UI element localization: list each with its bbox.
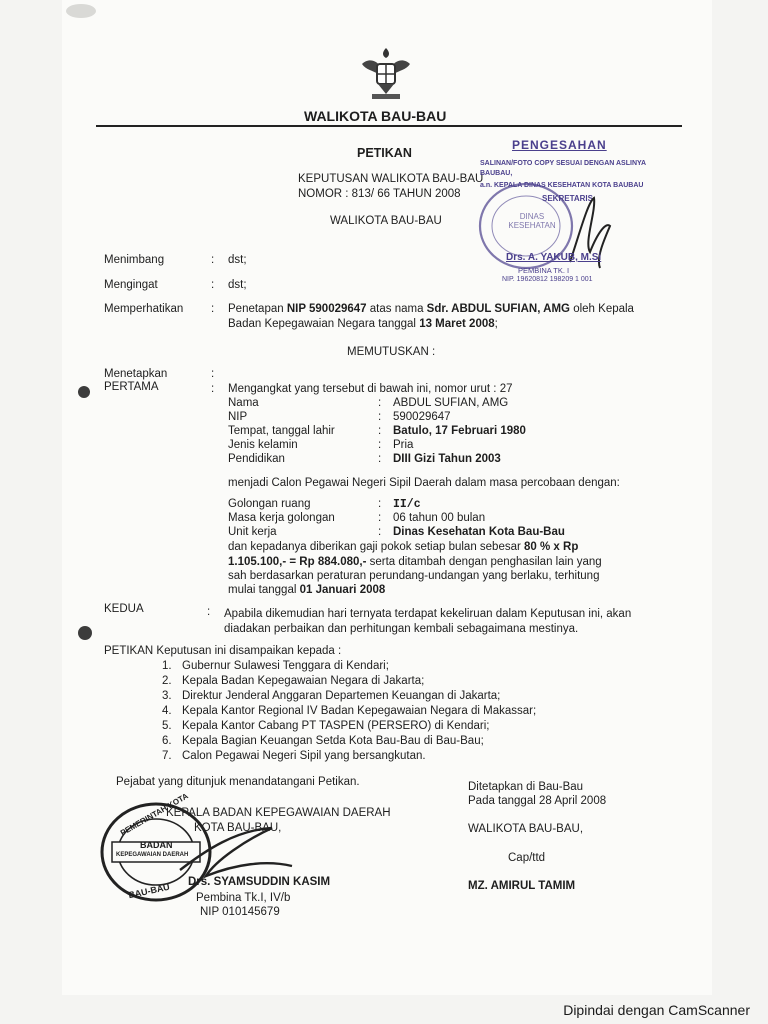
kedua-line: Apabila dikemudian hari ternyata terdapat kekeliruan dalam Keputusan ini, akan	[224, 608, 632, 620]
cpns-statement: menjadi Calon Pegawai Negeri Sipil Daerah dalam masa percobaan dengan:	[228, 477, 620, 489]
stamp-sub-text: KEPEGAWAIAN DAERAH	[116, 852, 189, 858]
pengesahan-rank: PEMBINA TK. I	[518, 266, 570, 275]
kedua-line: diadakan perbaikan dan perhitungan kembali sebagaimana mestinya.	[224, 623, 579, 635]
field-label: Pendidikan	[228, 453, 285, 465]
signatory-nip: NIP 010145679	[200, 906, 280, 918]
petikan-heading	[104, 644, 341, 659]
recipient-number: 2.	[162, 675, 172, 687]
recipient-number: 6.	[162, 735, 172, 747]
memperhatikan-text	[228, 302, 634, 317]
recipient-item: Calon Pegawai Negeri Sipil yang bersangkutan.	[182, 750, 426, 762]
memperhatikan-part: Penetapan	[228, 303, 287, 315]
pertama-intro: Mengangkat yang tersebut di bawah ini, nomor urut : 27	[228, 383, 513, 395]
pengesahan-seal-text: DINAS KESEHATAN	[508, 212, 556, 230]
field-colon: :	[378, 498, 382, 510]
salary-line-2	[228, 555, 602, 570]
menetapkan-colon: :	[211, 368, 215, 380]
menimbang-label: Menimbang	[104, 254, 165, 266]
punch-hole	[78, 386, 90, 398]
agency-heading: WALIKOTA BAU-BAU	[304, 108, 447, 124]
pengesahan-line: SEKRETARIS	[542, 194, 593, 203]
pertama-colon: :	[211, 383, 215, 395]
field-colon: :	[378, 526, 382, 538]
field-colon: :	[378, 453, 382, 465]
field-label: Unit kerja	[228, 526, 277, 538]
document-title: PETIKAN	[357, 146, 412, 160]
memutuskan-heading: MEMUTUSKAN :	[347, 346, 436, 358]
memperhatikan-name: Sdr. ABDUL SUFIAN, AMG	[426, 303, 571, 315]
pengesahan-heading: PENGESAHAN	[512, 138, 607, 152]
field-colon: :	[378, 425, 382, 437]
field-colon: :	[378, 411, 382, 423]
kedua-label: KEDUA	[104, 603, 144, 615]
field-value: DIII Gizi Tahun 2003	[393, 453, 501, 465]
memperhatikan-nip: NIP 590029647	[286, 303, 367, 315]
field-colon: :	[378, 397, 382, 409]
garuda-emblem-icon	[358, 44, 414, 102]
pengesahan-nip: NIP. 19620812 198209 1 001	[502, 276, 593, 283]
header-rule	[96, 125, 682, 127]
field-value: Dinas Kesehatan Kota Bau-Bau	[393, 526, 565, 538]
field-colon: :	[378, 512, 382, 524]
memperhatikan-part: ;	[494, 318, 498, 330]
recipient-item: Kepala Kantor Cabang PT TASPEN (PERSERO) di Kendari;	[182, 720, 490, 732]
decree-place: Ditetapkan di Bau-Bau	[468, 781, 584, 793]
mengingat-value: dst;	[228, 279, 247, 291]
recipient-item: Gubernur Sulawesi Tenggara di Kendari;	[182, 660, 389, 672]
cap-ttd: Cap/ttd	[508, 852, 546, 864]
recipient-number: 7.	[162, 750, 172, 762]
field-value: II/c	[393, 498, 421, 511]
signatory-rank: Pembina Tk.I, IV/b	[196, 892, 291, 904]
memperhatikan-part: oleh Kepala	[570, 303, 634, 315]
petikan-intro: Keputusan ini disampaikan kepada :	[156, 645, 342, 657]
field-value: Pria	[393, 439, 414, 451]
pertama-label: PERTAMA	[104, 381, 159, 393]
pengesahan-line: a.n. KEPALA DINAS KESEHATAN KOTA BAUBAU	[480, 182, 644, 189]
salary-text: serta ditambah dengan penghasilan lain yang	[366, 556, 602, 568]
salary-start-date: 01 Januari 2008	[299, 584, 386, 596]
stamp-top-text: PEMERINTAH KOTA	[118, 791, 190, 838]
pengesahan-line: BAUBAU,	[480, 170, 513, 177]
salary-line-3: sah berdasarkan peraturan perundang-undangan yang berlaku, terhitung	[228, 570, 600, 582]
recipient-number: 3.	[162, 690, 172, 702]
recipient-item: Kepala Bagian Keuangan Setda Kota Bau-Bau di Bau-Bau;	[182, 735, 484, 747]
pengesahan-stamp	[472, 136, 672, 288]
mengingat-colon: :	[211, 279, 215, 291]
menetapkan-label: Menetapkan	[104, 368, 168, 380]
memperhatikan-colon: :	[211, 303, 215, 315]
recipient-number: 5.	[162, 720, 172, 732]
field-label: Nama	[228, 397, 259, 409]
memperhatikan-text-2	[228, 317, 498, 332]
field-value: 590029647	[393, 411, 451, 423]
field-label: Tempat, tanggal lahir	[228, 425, 335, 437]
menimbang-value: dst;	[228, 254, 247, 266]
field-value: 06 tahun 00 bulan	[393, 512, 486, 524]
salary-line-1	[228, 540, 578, 555]
salary-amount: 1.105.100,- = Rp 884.080,-	[228, 556, 367, 568]
decree-title: KEPUTUSAN WALIKOTA BAU-BAU	[298, 173, 484, 185]
signatory-intro: Pejabat yang ditunjuk menandatangani Petikan.	[116, 776, 360, 788]
recipient-item: Kepala Kantor Regional IV Badan Kepegawaian Negara di Makassar;	[182, 705, 537, 717]
salary-text: dan kepadanya diberikan gaji pokok setiap bulan sebesar	[228, 541, 525, 553]
field-value: ABDUL SUFIAN, AMG	[393, 397, 509, 409]
recipient-item: Kepala Badan Kepegawaian Negara di Jakarta;	[182, 675, 425, 687]
memperhatikan-part: Badan Kepegawaian Negara tanggal	[228, 318, 420, 330]
mayor-title: WALIKOTA BAU-BAU,	[468, 823, 584, 835]
kedua-colon: :	[207, 606, 211, 618]
paper-smudge	[66, 4, 96, 18]
mengingat-label: Mengingat	[104, 279, 158, 291]
memperhatikan-part: atas nama	[366, 303, 427, 315]
memperhatikan-label: Memperhatikan	[104, 303, 184, 315]
signatory-office: KEPALA BADAN KEPEGAWAIAN DAERAH	[166, 807, 391, 819]
pengesahan-name: Drs. A. YAKUB, M.Si	[506, 252, 602, 263]
mayor-name: MZ. AMIRUL TAMIM	[468, 880, 576, 892]
recipient-item: Direktur Jenderal Anggaran Departemen Keuangan di Jakarta;	[182, 690, 501, 702]
field-label: NIP	[228, 411, 248, 423]
stamp-bottom-text: BAU-BAU	[127, 881, 171, 901]
punch-hole	[78, 626, 92, 640]
pengesahan-line: SALINAN/FOTO COPY SESUAI DENGAN ASLINYA	[480, 160, 647, 167]
scanner-watermark: Dipindai dengan CamScanner	[563, 1002, 750, 1018]
salary-text: mulai tanggal	[228, 584, 300, 596]
petikan-label: PETIKAN	[104, 645, 154, 657]
memperhatikan-date: 13 Maret 2008	[419, 318, 495, 330]
stamp-mid-text: BADAN	[140, 840, 173, 850]
decree-number: NOMOR : 813/ 66 TAHUN 2008	[298, 188, 461, 200]
decree-date: Pada tanggal 28 April 2008	[468, 795, 607, 807]
field-value: Batulo, 17 Februari 1980	[393, 425, 526, 437]
menimbang-colon: :	[211, 254, 215, 266]
field-colon: :	[378, 439, 382, 451]
field-label: Jenis kelamin	[228, 439, 298, 451]
signatory-name: Drs. SYAMSUDDIN KASIM	[188, 876, 331, 888]
salary-percent: 80 % x Rp	[524, 541, 579, 553]
decree-issuer: WALIKOTA BAU-BAU	[330, 215, 442, 227]
field-label: Golongan ruang	[228, 498, 311, 510]
recipient-number: 4.	[162, 705, 172, 717]
salary-line-4	[228, 583, 385, 598]
recipient-number: 1.	[162, 660, 172, 672]
field-label: Masa kerja golongan	[228, 512, 335, 524]
signatory-office-city: KOTA BAU-BAU,	[194, 822, 282, 834]
